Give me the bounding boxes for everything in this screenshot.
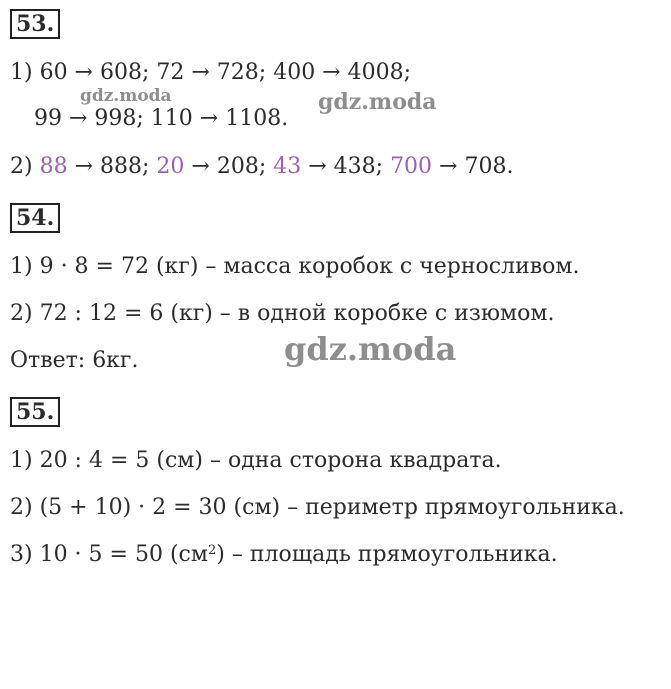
highlight-number: 88 (39, 154, 68, 179)
task-54-line-2: 2) 72 : 12 = 6 (кг) – в одной коробке с изюмом. (10, 301, 555, 326)
task-53-line-2: 99 → 998; 110 → 1108. (34, 106, 289, 131)
task-54-answer: Ответ: 6кг. (10, 348, 139, 373)
watermark: gdz.moda (318, 89, 437, 115)
task-54-line-1: 1) 9 · 8 = 72 (кг) – масса коробок с черносливом. (10, 254, 580, 279)
watermark: gdz.moda (284, 330, 457, 368)
task-55-line-3: 3) 10 · 5 = 50 $(см^2)$ – площадь прямоугольника. (10, 542, 558, 567)
task-54-number: 54. (10, 203, 60, 233)
watermark: gdz.moda (80, 86, 172, 106)
task-53-line-1: 1) 60 → 608; 72 → 728; 400 → 4008; (10, 60, 412, 85)
highlight-number: 43 (273, 154, 302, 179)
task-55-line-1: 1) 20 : 4 = 5 (см) – одна сторона квадрата. (10, 448, 502, 473)
task-55-number: 55. (10, 397, 60, 427)
highlight-number: 700 (390, 154, 433, 179)
task-55-line-2: 2) (5 + 10) · 2 = 30 (см) – периметр прямоугольника. (10, 495, 625, 520)
highlight-number: 20 (156, 154, 185, 179)
task-53-number: 53. (10, 9, 60, 39)
task-53-line-3: 2) 88 → 888; 20 → 208; 43 → 438; 700 → 708. (10, 154, 514, 179)
